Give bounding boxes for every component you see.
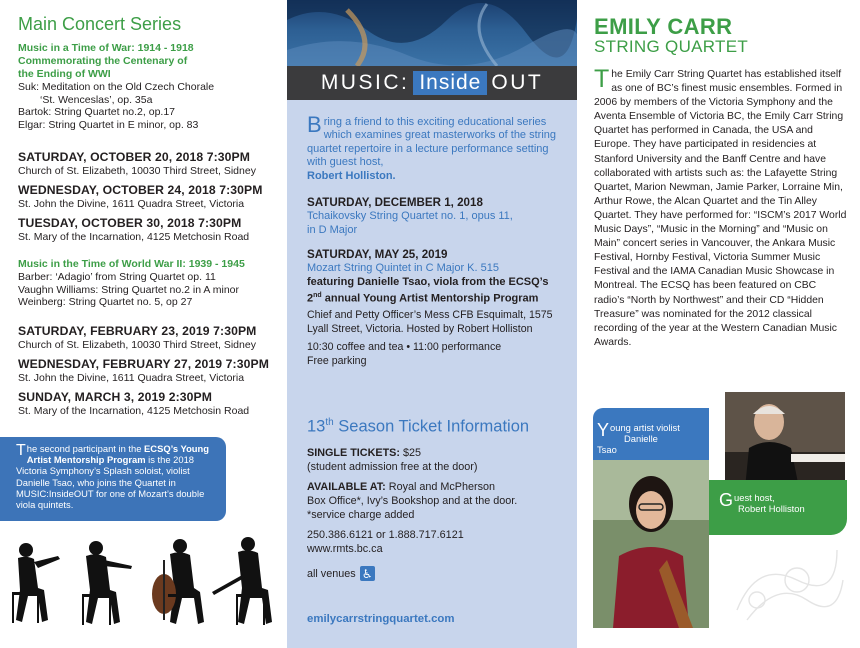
concert-date: SUNDAY, MARCH 3, 2019 2:30PM <box>18 390 213 404</box>
concert-date: SATURDAY, FEBRUARY 23, 2019 7:30PM <box>18 324 257 338</box>
quartet-bio: The Emily Carr String Quartet has established itself as one of BC’s finest music ensembles. Formed in 2006 by members of the Victoria Symphony and the Aventa Ensemble of Victoria BC, the Emily Carr String Quartet has performed in Canada, the USA and Europe. They have participated in residencies at Stanford University and the Banff Centre and have collaborated with artists such as: the Lafayette String Quartet, Marion Newman, Jamie Parker, Lorraine Min, Arthur Rowe, the Alcan Quartet and the Tin Alley Quartet. They have performed for: “ISCM’s 2017 World Music Days”, “Music in the Morning” and “Music on Main” concert series in Vancouver, the Ankara Music Festival, Hornby Festival, Victoria Summer Music Festival and the IAMA Canadian Music Showcase in Montreal. The ECSQ has been featured on CBC radio’s “North by Northwest” and their CD “Hidden Treasure” was nominated for the 2012 classical recording of the year at the Western Canadian Music Awards. <box>594 65 847 348</box>
intro-dropcap: B <box>307 112 322 137</box>
ticket-website: www.rmts.bc.ca <box>307 543 383 555</box>
program-2 <box>18 258 280 309</box>
single-tickets-note: (student admission free at the door) <box>307 461 478 473</box>
program-2-heading: Music in the Time of World War II: 1939 - 1945 <box>18 258 245 270</box>
banner-music: MUSIC: <box>320 71 410 94</box>
single-tickets: SINGLE TICKETS: $25 <box>307 447 421 459</box>
middle-panel <box>287 0 577 648</box>
decorative-swirl <box>727 520 847 630</box>
left-panel <box>0 0 287 648</box>
concert-list-2 <box>18 324 280 418</box>
concert-date: WEDNESDAY, FEBRUARY 27, 2019 7:30PM <box>18 357 269 371</box>
available-at-line: Box Office*, Ivy’s Bookshop and at the door. <box>307 495 518 507</box>
event-venue: Lyall Street, Victoria. Hosted by Robert Holliston <box>307 322 533 335</box>
young-artist-caption: Young artist violist Danielle Tsao <box>597 420 680 455</box>
right-panel <box>577 0 860 648</box>
header-photo <box>287 0 577 66</box>
program-1-work: Suk: Meditation on the Old Czech Chorale <box>18 81 215 93</box>
ticket-info <box>307 446 569 581</box>
service-charge-note: *service charge added <box>307 509 415 521</box>
mentorship-callout: The second participant in the ECSQ’s Young Artist Mentorship Program is the 2018 Victoria Symphony’s Splash soloist, violist Danielle Tsao, who joins the Quartet in MUSIC:InsideOUT for one of Mozart’s double viola quintets. <box>0 437 226 521</box>
concert-venue: St. Mary of the Incarnation, 4125 Metchosin Road <box>18 405 250 417</box>
program-1-heading: Music in a Time of War: 1914 - 1918 Commemorating the Centenary of the Ending of WWI <box>18 42 194 80</box>
concert-list-1 <box>18 150 280 244</box>
concert-item <box>18 216 280 244</box>
event-1 <box>307 196 569 237</box>
event-venue: Chief and Petty Officer’s Mess CFB Esquimalt, 1575 <box>307 309 553 322</box>
concert-item <box>18 183 280 211</box>
series-intro: Bring a friend to this exciting educational series which examines great masterworks of the string quartet repertoire in a lecture performance setting with guest host, Robert Holliston. <box>307 112 557 182</box>
event-time: 10:30 coffee and tea • 11:00 performance <box>307 341 502 354</box>
event-work: Tchaikovsky String Quartet no. 1, opus 11, <box>307 210 513 222</box>
cellist-silhouette <box>152 539 204 624</box>
concert-date: SATURDAY, OCTOBER 20, 2018 7:30PM <box>18 150 251 164</box>
event-work: in D Major <box>307 223 358 236</box>
event-feature: 2nd annual Young Artist Mentorship Program <box>307 292 539 305</box>
program-1-work: Elgar: String Quartet in E minor, op. 83 <box>18 118 199 131</box>
concert-item <box>18 150 280 178</box>
phone-numbers: 250.386.6121 or 1.888.717.6121 <box>307 529 464 541</box>
wheelchair-icon: ♿ <box>360 566 375 581</box>
robert-holliston-photo <box>725 392 845 488</box>
concert-date: WEDNESDAY, OCTOBER 24, 2018 7:30PM <box>18 183 263 197</box>
callout-dropcap: T <box>16 442 26 459</box>
concert-item <box>18 357 280 385</box>
program-1 <box>18 42 280 131</box>
violinist-silhouette-1 <box>12 543 60 623</box>
program-2-work: Vaughn Williams: String Quartet no.2 in A minor <box>18 283 239 296</box>
program-1-work: Bartok: String Quartet no.2, op.17 <box>18 106 176 119</box>
quartet-website-link[interactable]: emilycarrstringquartet.com <box>307 613 455 625</box>
concert-item <box>18 390 280 418</box>
concert-date: TUESDAY, OCTOBER 30, 2018 7:30PM <box>18 216 242 230</box>
event-2 <box>307 248 569 368</box>
violist-silhouette <box>212 537 272 625</box>
event-parking: Free parking <box>307 354 367 367</box>
violinist-silhouette-2 <box>82 541 132 625</box>
concert-venue: Church of St. Elizabeth, 10030 Third Street, Sidney <box>18 339 256 351</box>
program-1-work: ‘St. Wenceslas’, op. 35a <box>40 93 153 106</box>
banner-out: OUT <box>491 71 544 94</box>
event-date: SATURDAY, DECEMBER 1, 2018 <box>307 196 483 209</box>
concert-venue: St. Mary of the Incarnation, 4125 Metchosin Road <box>18 231 250 243</box>
main-concert-series-title: Main Concert Series <box>18 14 182 34</box>
quartet-silhouettes <box>0 530 287 648</box>
bio-dropcap: T <box>594 65 610 93</box>
quartet-subtitle: STRING QUARTET <box>594 37 749 56</box>
accessibility-note: all venues ♿ <box>307 566 569 581</box>
event-work: Mozart String Quintet in C Major K. 515 <box>307 262 499 274</box>
danielle-tsao-photo <box>593 460 709 628</box>
event-date: SATURDAY, MAY 25, 2019 <box>307 248 448 261</box>
ticket-info-title: 13th Season Ticket Information <box>307 417 530 436</box>
concert-item <box>18 324 280 352</box>
banner-inside: Inside <box>413 71 487 95</box>
program-2-work: Barber: ‘Adagio’ from String Quartet op. 11 <box>18 271 216 283</box>
music-inside-out-banner <box>287 66 577 100</box>
guest-host-caption-box: Guest host, Robert Holliston <box>709 480 847 535</box>
concert-venue: St. John the Divine, 1611 Quadra Street, Victoria <box>18 198 245 210</box>
concert-venue: St. John the Divine, 1611 Quadra Street, Victoria <box>18 372 245 384</box>
program-2-work: Weinberg: String Quartet no. 5, op 27 <box>18 296 193 309</box>
header-photo-art <box>287 0 577 66</box>
quartet-name-title: EMILY CARR <box>594 14 733 39</box>
event-feature: featuring Danielle Tsao, viola from the ECSQ’s <box>307 275 549 288</box>
concert-venue: Church of St. Elizabeth, 10030 Third Street, Sidney <box>18 165 256 177</box>
available-at: AVAILABLE AT: Royal and McPherson <box>307 481 496 493</box>
